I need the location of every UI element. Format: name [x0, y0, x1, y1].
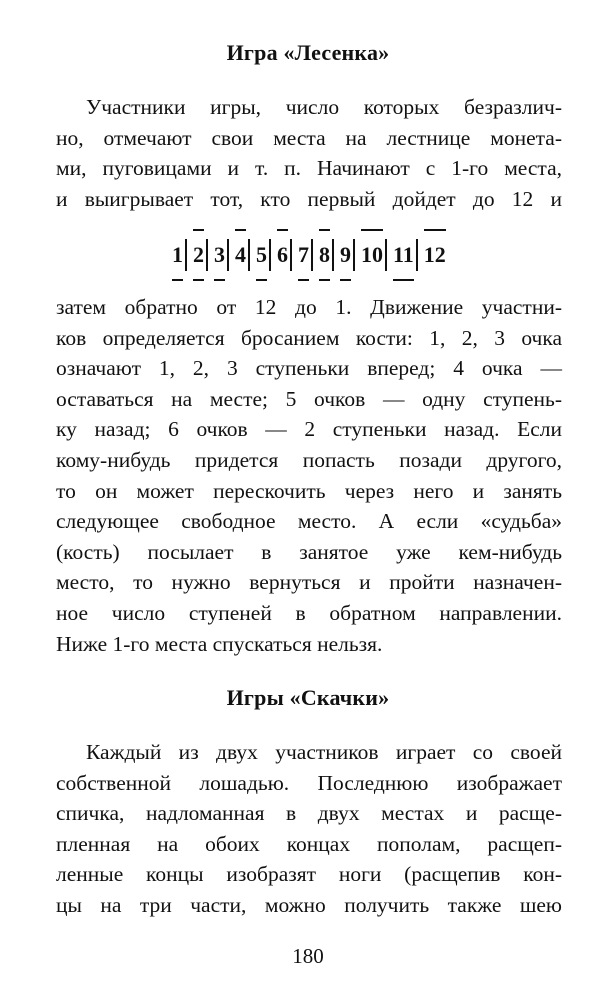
text-line: собственной лошадью. Последнюю изображает: [56, 770, 562, 795]
text-line: ми, пуговицами и т. п. Начинают с 1-го места,: [56, 156, 562, 181]
text-line: ку назад; 6 очков — 2 ступеньки назад. Если: [56, 417, 562, 442]
ladder-step: [191, 227, 206, 283]
text-line: оставаться на месте; 5 очков — одну ступень-: [56, 386, 562, 411]
text-line: то он может перескочить через него и занять: [56, 478, 562, 503]
text-line: означают 1, 2, 3 ступеньки вперед; 4 очка —: [56, 356, 562, 381]
ladder-stroke: [193, 229, 204, 231]
ladder-step-number: 1: [172, 242, 183, 267]
ladder-step: [317, 227, 332, 283]
text-line: ков определяется бросанием кости: 1, 2, 3 очка: [56, 325, 562, 350]
ladder-step: [296, 227, 311, 283]
ladder-diagram: [170, 226, 448, 284]
ladder-step: [254, 227, 269, 283]
ladder-step-number: 8: [319, 242, 330, 267]
ladder-step-number: 4: [235, 242, 246, 267]
ladder-step: [359, 227, 385, 283]
ladder-stroke: [277, 229, 288, 231]
text-line: ное число ступеней в обратном направлении.: [56, 600, 562, 625]
text-line: пленная на обоих концах пополам, расщеп-: [56, 831, 562, 856]
ladder-stroke: [319, 279, 330, 281]
ladder-stroke: [298, 279, 309, 281]
page-number: 180: [292, 944, 324, 968]
ladder-stroke: [256, 279, 267, 281]
text-line: место, то нужно вернуться и пройти назначен-: [56, 570, 562, 595]
ladder-step-number: 12: [423, 242, 446, 267]
ladder-step: [338, 227, 353, 283]
text-line: цы на три части, можно получить также шею: [56, 892, 562, 917]
ladder-stroke: [319, 229, 330, 231]
text-line: кому-нибудь придется попасть позади другого,: [56, 447, 562, 472]
ladder-step-number: 5: [256, 242, 267, 267]
paragraph-lesenka-rules: [56, 292, 562, 659]
ladder-step: [391, 227, 416, 283]
ladder-stroke: [340, 279, 351, 281]
text-line: Участники игры, число которых безразлич-: [86, 95, 562, 119]
text-line: (кость) посылает в занятое уже кем-нибудь: [56, 539, 562, 564]
text-line: и выигрывает тот, кто первый дойдет до 12 и: [56, 186, 562, 211]
text-line: Каждый из двух участников играет со своей: [86, 740, 562, 764]
paragraph-skachki: [56, 737, 562, 921]
text-line: спичка, надломанная в двух местах и расще-: [56, 801, 562, 826]
ladder-stroke: [393, 279, 414, 281]
section-title-skachki: Игры «Скачки»: [226, 685, 390, 710]
text-line: следующее свободное место. А если «судьба»: [56, 509, 562, 534]
ladder-step: [275, 227, 290, 283]
section-title-lesenka: Игра «Лесенка»: [226, 40, 390, 65]
ladder-stroke: [424, 229, 446, 231]
ladder-step: [170, 227, 185, 283]
ladder-step: [233, 227, 248, 283]
ladder-step-number: 9: [340, 242, 351, 267]
ladder-step: [212, 227, 227, 283]
ladder-stroke: [235, 229, 246, 231]
text-line: ленные концы изобразят ноги (расщепив кон-: [56, 862, 562, 887]
paragraph-lesenka-intro: [56, 92, 562, 214]
text-line: Ниже 1-го места спускаться нельзя.: [56, 631, 383, 656]
ladder-step-number: 11: [393, 242, 414, 267]
ladder-step-number: 6: [277, 242, 288, 267]
ladder-stroke: [214, 279, 225, 281]
ladder-step: [422, 227, 448, 283]
text-line: но, отмечают свои места на лестнице монета-: [56, 125, 562, 150]
ladder-stroke: [193, 279, 204, 281]
ladder-step-number: 2: [193, 242, 204, 267]
ladder-step-number: 7: [298, 242, 309, 267]
text-line: затем обратно от 12 до 1. Движение участни-: [56, 295, 562, 319]
ladder-step-number: 3: [214, 242, 225, 267]
ladder-step-number: 10: [361, 242, 383, 267]
ladder-stroke: [172, 279, 183, 281]
ladder-stroke: [361, 229, 383, 231]
